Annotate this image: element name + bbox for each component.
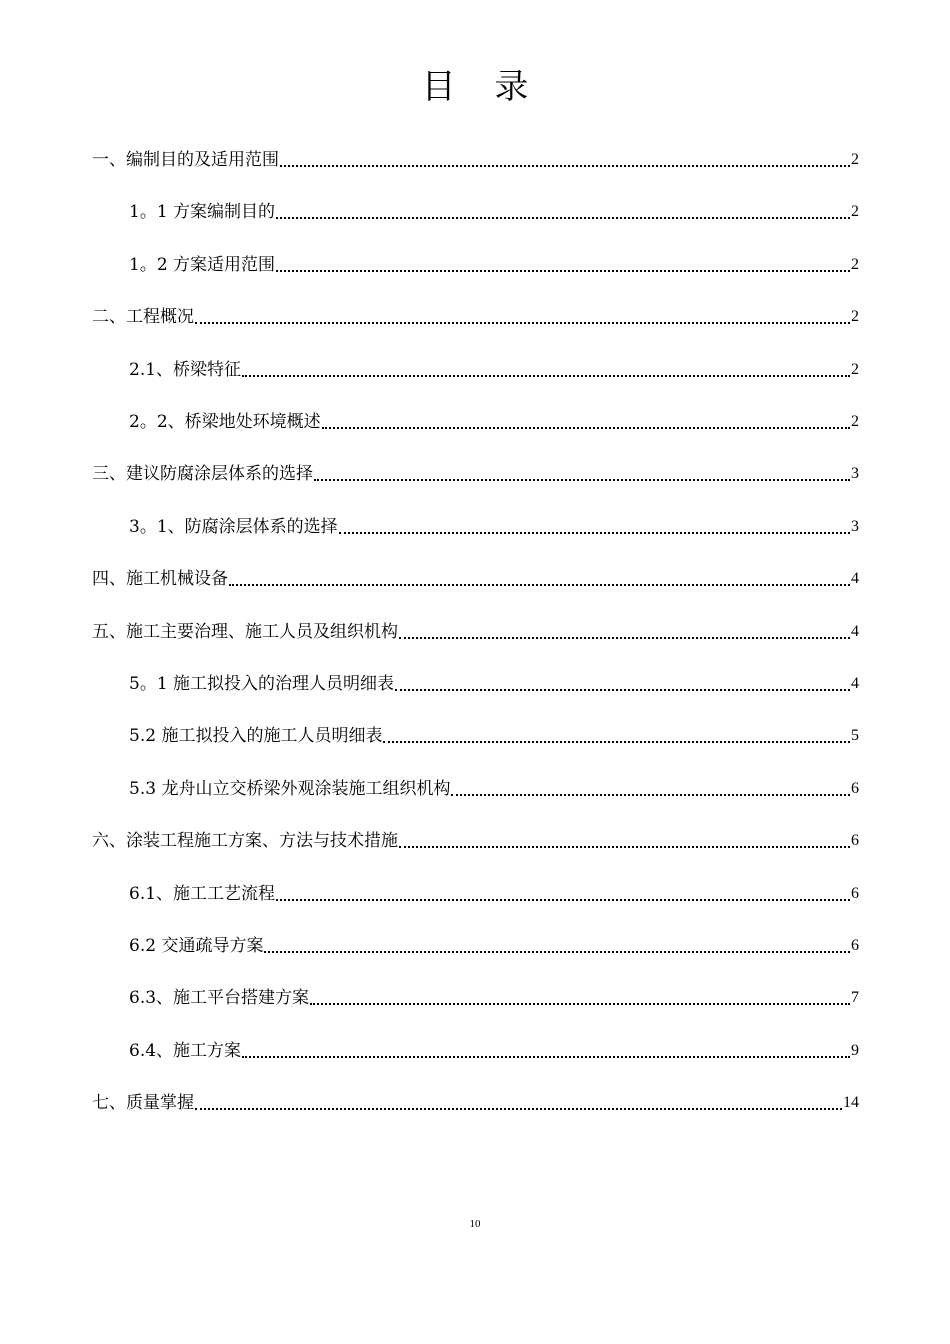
toc-entry-label: 三、建议防腐涂层体系的选择 — [92, 464, 313, 484]
toc-entry-label: 五、施工主要治理、施工人员及组织机构 — [92, 622, 398, 642]
toc-entry[interactable] — [92, 1090, 859, 1116]
toc-entry[interactable] — [129, 409, 859, 435]
toc-entry-page: 2 — [851, 203, 859, 220]
toc-entry[interactable] — [92, 461, 859, 487]
toc-entry-label: 1。1 方案编制目的 — [129, 202, 276, 222]
toc-entry[interactable] — [129, 881, 859, 907]
toc-entry-label: 5.3 龙舟山立交桥梁外观涂装施工组织机构 — [129, 779, 451, 799]
toc-dot-leader — [322, 427, 850, 429]
toc-entry[interactable] — [92, 619, 859, 645]
toc-entry-page: 4 — [851, 623, 859, 640]
toc-dot-leader — [195, 322, 850, 324]
toc-dot-leader — [276, 899, 850, 901]
toc-dot-leader — [310, 1003, 850, 1005]
toc-entry-page: 9 — [851, 1042, 859, 1059]
toc-entry-label: 6.1、施工工艺流程 — [129, 884, 276, 904]
toc-dot-leader — [242, 375, 850, 377]
toc-entry-label: 6.3、施工平台搭建方案 — [129, 988, 310, 1008]
toc-entry-page: 2 — [851, 256, 859, 273]
toc-entry-page: 3 — [851, 518, 859, 535]
toc-dot-leader — [229, 584, 850, 586]
toc-entry-page: 7 — [851, 989, 859, 1006]
toc-entry-label: 2。2、桥梁地处环境概述 — [129, 412, 321, 432]
toc-dot-leader — [339, 532, 850, 534]
toc-entry-page: 14 — [843, 1094, 859, 1111]
toc-dot-leader — [242, 1056, 850, 1058]
toc-entry-label: 2.1、桥梁特征 — [129, 360, 242, 380]
toc-entry[interactable] — [92, 304, 859, 330]
toc-entry-label: 一、编制目的及适用范围 — [92, 150, 279, 170]
toc-entry[interactable] — [129, 199, 859, 225]
toc-entry-label: 二、工程概况 — [92, 307, 194, 327]
page-number: 10 — [469, 1218, 481, 1230]
toc-entry-page: 2 — [851, 308, 859, 325]
toc-entry[interactable] — [92, 828, 859, 854]
toc-entry-label: 3。1、防腐涂层体系的选择 — [129, 517, 338, 537]
toc-entry-page: 2 — [851, 413, 859, 430]
toc-entry[interactable] — [129, 514, 859, 540]
page-title: 目 录 — [421, 67, 543, 107]
toc-entry-page: 6 — [851, 832, 859, 849]
toc-entry[interactable] — [129, 252, 859, 278]
toc-entry[interactable] — [129, 671, 859, 697]
toc-entry[interactable] — [129, 1038, 859, 1064]
toc-entry-label: 6.4、施工方案 — [129, 1041, 242, 1061]
toc-entry-page: 4 — [851, 570, 859, 587]
toc-entry[interactable] — [129, 933, 859, 959]
toc-entry-page: 4 — [851, 675, 859, 692]
toc-entry-label: 六、涂装工程施工方案、方法与技术措施 — [92, 831, 398, 851]
toc-entry-label: 四、施工机械设备 — [92, 569, 228, 589]
toc-dot-leader — [276, 270, 850, 272]
toc-dot-leader — [195, 1108, 842, 1110]
toc-dot-leader — [451, 794, 850, 796]
toc-entry[interactable] — [92, 566, 859, 592]
toc-dot-leader — [314, 479, 850, 481]
toc-dot-leader — [276, 217, 850, 219]
toc-entry-page: 2 — [851, 151, 859, 168]
toc-entry-label: 5。1 施工拟投入的治理人员明细表 — [129, 674, 395, 694]
toc-entry[interactable] — [129, 985, 859, 1011]
toc-entry-label: 5.2 施工拟投入的施工人员明细表 — [129, 726, 383, 746]
toc-dot-leader — [399, 846, 850, 848]
toc-dot-leader — [395, 689, 850, 691]
toc-dot-leader — [280, 165, 850, 167]
toc-dot-leader — [383, 741, 850, 743]
toc-entry[interactable] — [129, 776, 859, 802]
toc-entry-label: 6.2 交通疏导方案 — [129, 936, 264, 956]
toc-entry-label: 七、质量掌握 — [92, 1093, 194, 1113]
toc-entry-page: 6 — [851, 780, 859, 797]
toc-entry-page: 3 — [851, 465, 859, 482]
toc-entry-page: 2 — [851, 361, 859, 378]
toc-entry-page: 5 — [851, 727, 859, 744]
toc-entry[interactable] — [129, 723, 859, 749]
toc-entry[interactable] — [129, 357, 859, 383]
toc-entry-label: 1。2 方案适用范围 — [129, 255, 276, 275]
toc-entry-page: 6 — [851, 937, 859, 954]
toc-entry-page: 6 — [851, 885, 859, 902]
toc-entry[interactable] — [92, 147, 859, 173]
toc-dot-leader — [399, 637, 850, 639]
toc-dot-leader — [264, 951, 850, 953]
